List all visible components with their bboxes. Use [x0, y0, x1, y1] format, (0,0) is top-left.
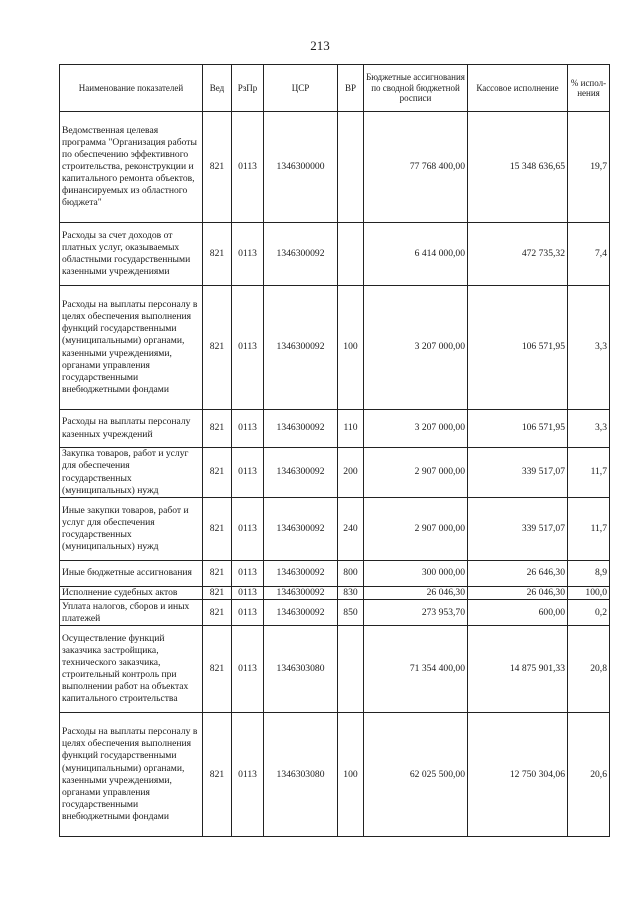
- row-vr: 100: [338, 286, 364, 410]
- row-vr: 100: [338, 713, 364, 837]
- row-percent: 0,2: [568, 600, 610, 626]
- table-row: [60, 587, 610, 600]
- row-name: Иные закупки товаров, работ и услуг для обеспечения государственных (муниципальных) нужд: [60, 498, 203, 561]
- row-percent: 3,3: [568, 410, 610, 448]
- row-ved: 821: [203, 448, 232, 498]
- row-rzpr: 0113: [232, 448, 264, 498]
- row-ved: 821: [203, 498, 232, 561]
- row-ved: 821: [203, 410, 232, 448]
- header-budget: Бюджетные ассигнования по сводной бюджетной росписи: [364, 65, 468, 112]
- row-csr: 1346300092: [264, 223, 338, 286]
- row-name: Иные бюджетные ассигнования: [60, 561, 203, 587]
- row-percent: 100,0: [568, 587, 610, 600]
- row-rzpr: 0113: [232, 587, 264, 600]
- row-budget: 273 953,70: [364, 600, 468, 626]
- row-name: Расходы на выплаты персоналу в целях обеспечения выполнения функций государственными (муниципальными) органами, казенными учреждениями, органами управления государственными внебюджетными фондами: [60, 713, 203, 837]
- row-name: Уплата налогов, сборов и иных платежей: [60, 600, 203, 626]
- row-name: Расходы на выплаты персоналу казенных учреждений: [60, 410, 203, 448]
- row-csr: 1346300092: [264, 448, 338, 498]
- table-header-row: [60, 65, 610, 112]
- row-percent: 11,7: [568, 448, 610, 498]
- row-vr: 110: [338, 410, 364, 448]
- row-vr: 240: [338, 498, 364, 561]
- row-name: Расходы на выплаты персоналу в целях обеспечения выполнения функций государственными (муниципальными) органами, казенными учреждениями, органами управления государственными внебюджетными фондами: [60, 286, 203, 410]
- row-budget: 300 000,00: [364, 561, 468, 587]
- row-name: Исполнение судебных актов: [60, 587, 203, 600]
- row-rzpr: 0113: [232, 498, 264, 561]
- page-number: 213: [310, 38, 330, 53]
- row-csr: 1346300092: [264, 498, 338, 561]
- row-vr: 200: [338, 448, 364, 498]
- row-csr: 1346300092: [264, 600, 338, 626]
- row-cash: 339 517,07: [468, 448, 568, 498]
- row-rzpr: 0113: [232, 713, 264, 837]
- row-percent: 3,3: [568, 286, 610, 410]
- row-vr: [338, 112, 364, 223]
- table-row: [60, 410, 610, 448]
- row-vr: [338, 626, 364, 713]
- row-ved: 821: [203, 626, 232, 713]
- row-name: Закупка товаров, работ и услуг для обеспечения государственных (муниципальных) нужд: [60, 448, 203, 498]
- row-budget: 26 046,30: [364, 587, 468, 600]
- row-percent: 19,7: [568, 112, 610, 223]
- row-rzpr: 0113: [232, 112, 264, 223]
- row-cash: 106 571,95: [468, 410, 568, 448]
- row-rzpr: 0113: [232, 223, 264, 286]
- row-cash: 339 517,07: [468, 498, 568, 561]
- row-rzpr: 0113: [232, 600, 264, 626]
- table-row: [60, 498, 610, 561]
- row-csr: 1346300092: [264, 587, 338, 600]
- row-cash: 12 750 304,06: [468, 713, 568, 837]
- row-budget: 2 907 000,00: [364, 498, 468, 561]
- row-budget: 71 354 400,00: [364, 626, 468, 713]
- row-ved: 821: [203, 713, 232, 837]
- row-ved: 821: [203, 112, 232, 223]
- row-rzpr: 0113: [232, 626, 264, 713]
- table-row: [60, 626, 610, 713]
- row-cash: 26 646,30: [468, 561, 568, 587]
- row-csr: 1346300092: [264, 286, 338, 410]
- row-name: Ведомственная целевая программа "Организация работы по обеспечению эффективного строительства, реконструкции и капитального ремонта объектов, финансируемых из областного бюджета": [60, 112, 203, 223]
- budget-execution-table: [59, 64, 610, 837]
- row-budget: 3 207 000,00: [364, 410, 468, 448]
- row-ved: 821: [203, 600, 232, 626]
- row-cash: 15 348 636,65: [468, 112, 568, 223]
- row-cash: 472 735,32: [468, 223, 568, 286]
- row-ved: 821: [203, 223, 232, 286]
- table-row: [60, 713, 610, 837]
- row-percent: 8,9: [568, 561, 610, 587]
- table-row: [60, 561, 610, 587]
- header-csr: ЦСР: [264, 65, 338, 112]
- row-cash: 106 571,95: [468, 286, 568, 410]
- row-ved: 821: [203, 561, 232, 587]
- row-percent: 20,6: [568, 713, 610, 837]
- row-csr: 1346300092: [264, 561, 338, 587]
- row-percent: 11,7: [568, 498, 610, 561]
- row-name: Расходы за счет доходов от платных услуг, оказываемых областными государственными казенными учреждениями: [60, 223, 203, 286]
- table-row: [60, 448, 610, 498]
- row-name: Осуществление функций заказчика застройщика, технического заказчика, строительный контроль при выполнении работ на объектах капитального строительства: [60, 626, 203, 713]
- table-row: [60, 600, 610, 626]
- table-row: [60, 112, 610, 223]
- row-budget: 3 207 000,00: [364, 286, 468, 410]
- header-vr: ВР: [338, 65, 364, 112]
- header-rzpr: РзПр: [232, 65, 264, 112]
- row-budget: 77 768 400,00: [364, 112, 468, 223]
- row-csr: 1346303080: [264, 626, 338, 713]
- row-rzpr: 0113: [232, 286, 264, 410]
- row-csr: 1346303080: [264, 713, 338, 837]
- row-vr: 850: [338, 600, 364, 626]
- row-rzpr: 0113: [232, 561, 264, 587]
- row-ved: 821: [203, 587, 232, 600]
- row-cash: 14 875 901,33: [468, 626, 568, 713]
- header-name: Наименование показателей: [60, 65, 203, 112]
- header-ved: Вед: [203, 65, 232, 112]
- header-cash: Кассовое исполнение: [468, 65, 568, 112]
- row-budget: 6 414 000,00: [364, 223, 468, 286]
- row-budget: 62 025 500,00: [364, 713, 468, 837]
- row-vr: [338, 223, 364, 286]
- row-cash: 26 046,30: [468, 587, 568, 600]
- row-percent: 20,8: [568, 626, 610, 713]
- row-vr: 830: [338, 587, 364, 600]
- row-budget: 2 907 000,00: [364, 448, 468, 498]
- row-csr: 1346300092: [264, 410, 338, 448]
- table-row: [60, 286, 610, 410]
- table-row: [60, 223, 610, 286]
- row-percent: 7,4: [568, 223, 610, 286]
- row-cash: 600,00: [468, 600, 568, 626]
- row-rzpr: 0113: [232, 410, 264, 448]
- row-csr: 1346300000: [264, 112, 338, 223]
- row-vr: 800: [338, 561, 364, 587]
- header-percent: % испол-нения: [568, 65, 610, 112]
- row-ved: 821: [203, 286, 232, 410]
